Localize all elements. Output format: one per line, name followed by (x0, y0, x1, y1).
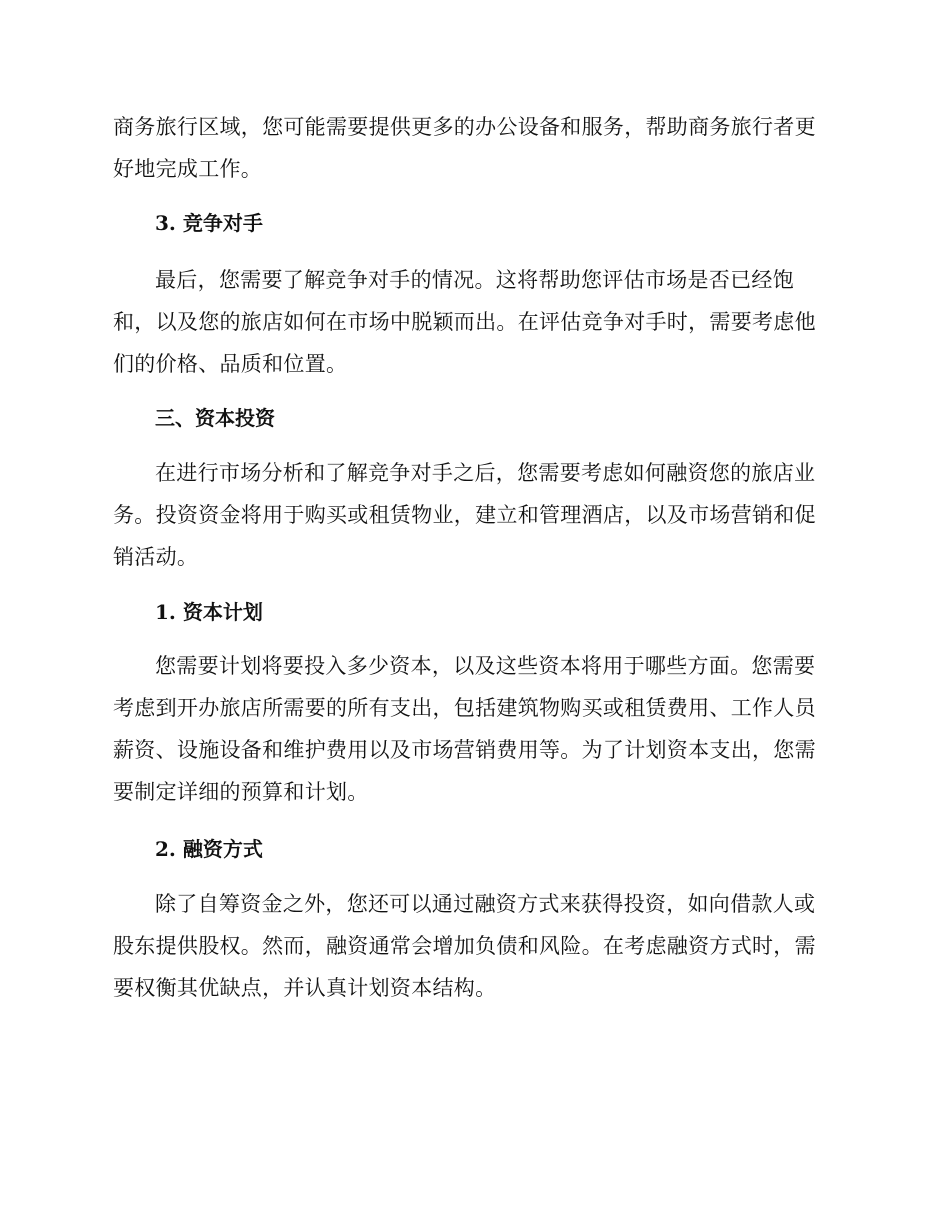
paragraph-line: 在进行市场分析和了解竞争对手之后，您需要考虑如何融资您的旅店业 (155, 461, 816, 485)
paragraph-line: 销活动。 (113, 545, 199, 569)
paragraph-capital-plan (113, 645, 833, 813)
paragraph-line: 要制定详细的预算和计划。 (113, 780, 369, 804)
paragraph-line: 和，以及您的旅店如何在市场中脱颖而出。在评估竞争对手时，需要考虑他 (113, 310, 816, 334)
heading-capital-investment: 三、资本投资 (155, 406, 275, 430)
heading-financing-methods: 2. 融资方式 (155, 837, 263, 861)
paragraph-line: 考虑到开办旅店所需要的所有支出，包括建筑物购买或租赁费用、工作人员 (113, 696, 816, 720)
paragraph-line: 薪资、设施设备和维护费用以及市场营销费用等。为了计划资本支出，您需 (113, 738, 816, 762)
paragraph-line: 除了自筹资金之外，您还可以通过融资方式来获得投资，如向借款人或 (155, 892, 816, 916)
paragraph-line: 务。投资资金将用于购买或租赁物业，建立和管理酒店，以及市场营销和促 (113, 503, 816, 527)
paragraph-line: 们的价格、品质和位置。 (113, 352, 348, 376)
heading-capital-plan: 1. 资本计划 (155, 600, 263, 624)
heading-competitors: 3. 竞争对手 (155, 211, 263, 235)
paragraph-capital-investment (113, 452, 833, 578)
paragraph-line: 好地完成工作。 (113, 157, 263, 181)
paragraph-business-travel (113, 106, 833, 190)
paragraph-line: 商务旅行区域，您可能需要提供更多的办公设备和服务，帮助商务旅行者更 (113, 115, 816, 139)
paragraph-competitors (113, 259, 833, 385)
paragraph-line: 股东提供股权。然而，融资通常会增加负债和风险。在考虑融资方式时，需 (113, 934, 816, 958)
paragraph-line: 最后，您需要了解竞争对手的情况。这将帮助您评估市场是否已经饱 (155, 268, 794, 292)
paragraph-line: 要权衡其优缺点，并认真计划资本结构。 (113, 976, 497, 1000)
paragraph-line: 您需要计划将要投入多少资本，以及这些资本将用于哪些方面。您需要 (155, 654, 816, 678)
paragraph-financing (113, 883, 833, 1009)
